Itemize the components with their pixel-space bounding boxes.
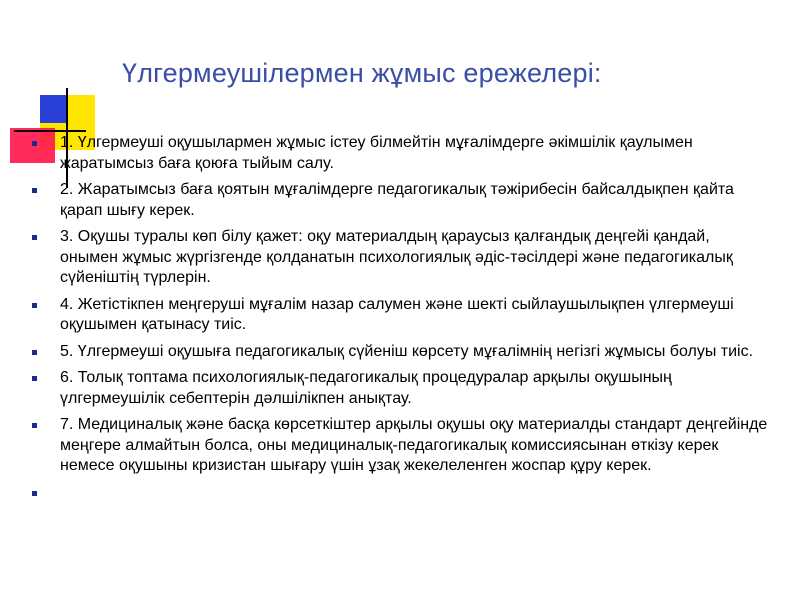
list-item-text: 7. Медициналық және басқа көрсеткіштер арқылы оқушы оқу материалды стандарт деңгейінде меңгере алмайтын болса, оны медициналық-педагогикалық комиссиясынан өткізу керек немесе оқушыны кризистан шығару үшін ұзақ жекелеленген жоспар құру керек. (60, 416, 768, 474)
bullet-icon (32, 188, 37, 193)
list-item (32, 180, 772, 221)
list-item-text: 6. Толық топтама психологиялық-педагогикалық процедуралар арқылы оқушының үлгермеушілік себептерін дәлшілікпен анықтау. (60, 369, 672, 407)
bullet-icon (32, 235, 37, 240)
list-item-empty (32, 483, 772, 503)
list-item-text: 3. Оқушы туралы көп білу қажет: оқу материалдың қараусыз қалғандық деңгейі қандай, онымен жұмыс жүргізгенде қолданатын психологиялық әдіс-тәсілдері және педагогикалық сүйеніштің түрлерін. (60, 228, 733, 286)
decor-blue-square (40, 95, 68, 123)
bullet-icon (32, 423, 37, 428)
list-item (32, 342, 772, 363)
list-item (32, 133, 772, 174)
bullet-icon (32, 141, 37, 146)
list-item-text: 4. Жетістікпен меңгеруші мұғалім назар салумен және шекті сыйлаушылықпен үлгермеуші оқушымен қатынасу тиіс. (60, 295, 734, 333)
list-item-text: 1. Үлгермеуші оқушылармен жұмыс істеу білмейтін мұғалімдерге әкімшілік қаулымен жаратымсыз баға қоюға тыйым салу. (60, 134, 693, 172)
decor-horizontal-line (14, 130, 86, 132)
list-item-text: 5. Үлгермеуші оқушыға педагогикалық сүйеніш көрсету мұғалімнің негізгі жұмысы болуы тиіс. (60, 342, 754, 360)
list-item (32, 295, 772, 336)
bullet-list (32, 133, 772, 509)
bullet-icon (32, 376, 37, 381)
list-item-text: 2. Жаратымсыз баға қоятын мұғалімдерге педагогикалық тәжірибесін байсалдықпен қайта қарап шығу керек. (60, 181, 734, 219)
list-item (32, 415, 772, 477)
slide-title: Үлгермеушілермен жұмыс ережелері: (122, 58, 602, 88)
list-item (32, 227, 772, 289)
bullet-icon (32, 303, 37, 308)
bullet-icon (32, 350, 37, 355)
bullet-icon (32, 491, 37, 496)
list-item (32, 368, 772, 409)
